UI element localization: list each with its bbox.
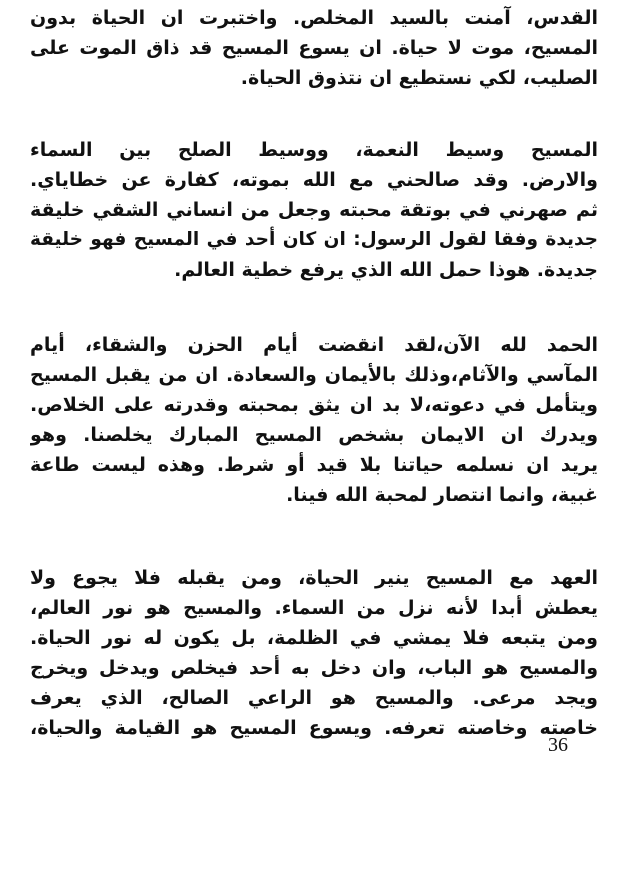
paragraph-1 bbox=[30, 3, 598, 93]
text-line: المسيح، موت لا حياة. ان يسوع المسيح قد ذاق الموت على bbox=[30, 37, 598, 59]
text-line: الحمد لله الآن،لقد انقضت أيام الحزن والشقاء، أيام bbox=[30, 334, 598, 356]
text-line: خاصته وخاصته تعرفه. ويسوع المسيح هو القيامة والحياة، bbox=[30, 717, 598, 739]
text-line: يريد ان نسلمه حياتنا بلا قيد أو شرط. وهذه ليست طاعة bbox=[30, 454, 598, 476]
text-line: المسيح وسيط النعمة، ووسيط الصلح بين السماء bbox=[30, 139, 598, 161]
text-line: يعطش أبدا لأنه نزل من السماء. والمسيح هو نور العالم، bbox=[30, 597, 598, 619]
page-number: 36 bbox=[548, 734, 568, 756]
text-line: ويجد مرعى. والمسيح هو الراعي الصالح، الذي يعرف bbox=[30, 687, 598, 709]
text-line: الصليب، لكي نستطيع ان نتذوق الحياة. bbox=[240, 67, 598, 89]
text-line: المآسي والآثام،وذلك بالأيمان والسعادة. ان من يقبل المسيح bbox=[30, 364, 598, 386]
text-line: والمسيح هو الباب، وان دخل به أحد فيخلص ويدخل ويخرج bbox=[30, 657, 598, 679]
paragraph-2 bbox=[30, 135, 598, 285]
text-line: ومن يتبعه فلا يمشي في الظلمة، بل يكون له نور الحياة. bbox=[30, 627, 598, 649]
text-line: ويدرك ان الايمان بشخص المسيح المبارك يخلصنا. وهو bbox=[30, 424, 598, 446]
paragraph-3 bbox=[30, 330, 598, 510]
text-line: القدس، آمنت بالسيد المخلص. واختبرت ان الحياة بدون bbox=[30, 7, 598, 29]
text-line: جديدة. هوذا حمل الله الذي يرفع خطية العالم. bbox=[174, 259, 598, 281]
text-line: والارض. وقد صالحني مع الله بموته، كفارة عن خطاياي. bbox=[30, 169, 598, 191]
paragraph-4 bbox=[30, 563, 598, 743]
text-line: غبية، وانما انتصار لمحبة الله فينا. bbox=[286, 484, 598, 506]
text-line: ويتأمل في دعوته،لا بد ان يثق بمحبته وقدرته على الخلاص. bbox=[30, 394, 598, 416]
text-line: العهد مع المسيح ينير الحياة، ومن يقبله فلا يجوع ولا bbox=[30, 567, 598, 589]
text-line: جديدة وفقا لقول الرسول: ان كان أحد في المسيح فهو خليقة bbox=[30, 229, 598, 250]
text-line: ثم صهرني في بوتقة محبته وجعل من انساني الشقي خليقة bbox=[30, 199, 598, 221]
